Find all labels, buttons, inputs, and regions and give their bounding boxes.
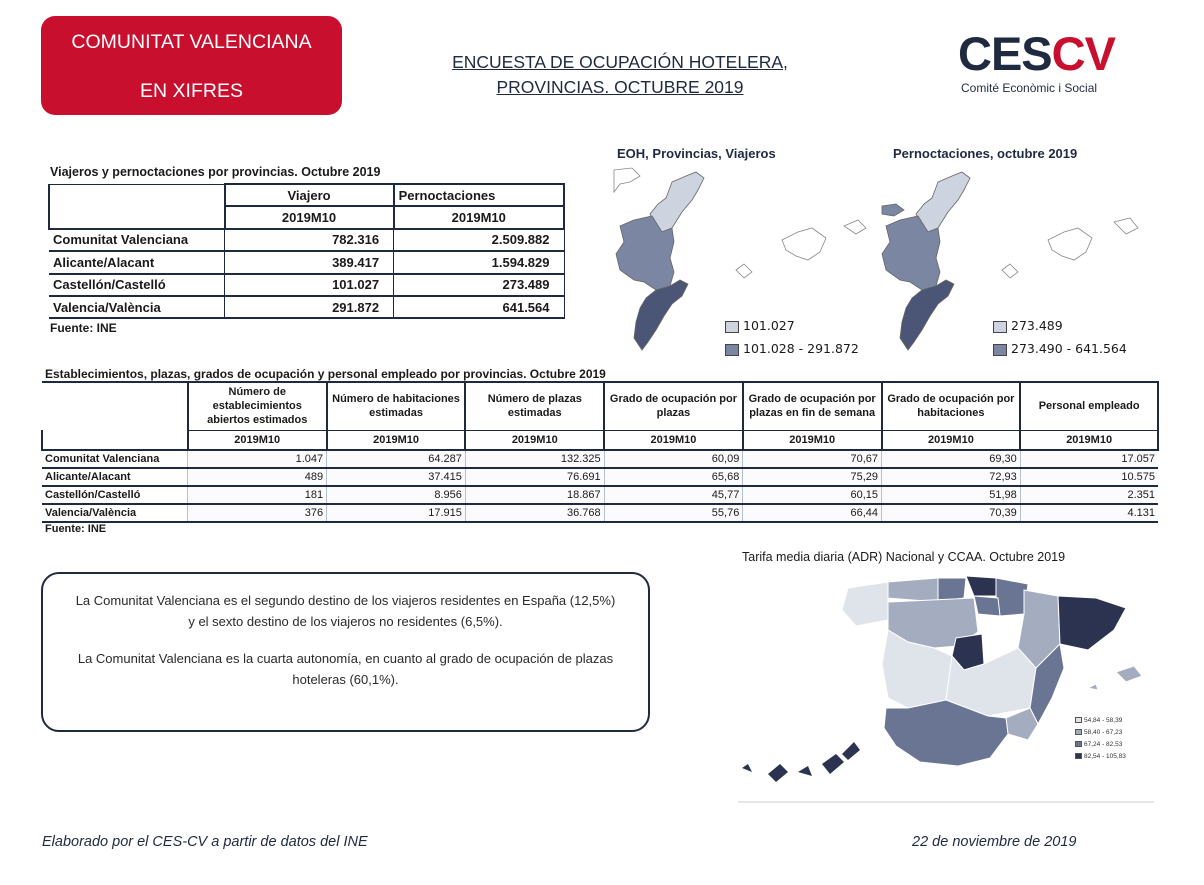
table-row: Castellón/Castelló 181 8.956 18.867 45,77 60,15 51,98 2.351 [42,486,1158,504]
footer-credit: Elaborado por el CES-CV a partir de datos del INE [42,834,368,850]
title-line-2: PROVINCIAS. OCTUBRE 2019 [496,77,744,97]
period-viajero: 2019M10 [225,206,394,228]
header-personal: Personal empleado [1020,382,1158,430]
logo-ces: CES [958,27,1052,80]
table-row: Castellón/Castelló 101.027 273.489 [49,274,564,296]
title-line-1: ENCUESTA DE OCUPACIÓN HOTELERA, [452,52,788,72]
legend-viajeros-1: 101.027 [725,318,795,333]
document-title [420,50,820,100]
adr-legend-3: 67,24 - 82,53 [1075,741,1122,748]
navarra-region [996,578,1028,616]
header-plazas: Número de plazas estimadas [465,382,604,430]
highlight-text-1: La Comunitat Valenciana es el segundo destino de los viajeros residentes en España (12,5%) y el sexto destino de los viajeros no residentes (6,5%). [75,593,616,629]
swatch-icon [993,344,1007,356]
adr-legend-4: 82,54 - 105,83 [1075,753,1126,760]
header-pernoctaciones: Pernoctaciones [394,184,564,206]
table-row: Comunitat Valenciana 782.316 2.509.882 [49,229,564,251]
map-viajeros-title: EOH, Provincias, Viajeros [617,146,776,161]
table-row: Valencia/València 291.872 641.564 [49,296,564,318]
legend-pernoctaciones-1: 273.489 [993,318,1063,333]
adr-legend-1: 54,84 - 58,39 [1075,717,1122,724]
viajeros-table [48,183,565,319]
table-row: Alicante/Alacant 389.417 1.594.829 [49,251,564,273]
legend-pernoctaciones-2: 273.490 - 641.564 [993,341,1127,356]
cescv-logo [958,24,1138,98]
swatch-icon [1075,729,1082,735]
badge-line-1: COMUNITAT VALENCIANA [71,31,312,53]
table-row: Valencia/València 376 17.915 36.768 55,76 66,44 70,39 4.131 [42,504,1158,522]
swatch-icon [1075,717,1082,723]
logo-subtitle: Comité Econòmic i Social [961,81,1098,95]
swatch-icon [725,321,739,333]
header-viajero: Viajero [225,184,394,206]
adr-legend-2: 58,40 - 67,23 [1075,729,1122,736]
header-habitaciones: Número de habitaciones estimadas [327,382,466,430]
badge-line-2: EN XIFRES [140,80,243,102]
establecimientos-table: Número de establecimientos abiertos estimados Número de habitaciones estimadas Número de plazas estimadas Grado de ocupación por plazas Grado de ocupación por plazas en fin de semana Grado de ocupación por habitaciones Personal empleado 2019M10 2019M10 2019M10 2019M10 2019M10 2019M10 2019M10 Comunitat Valenciana 1.047 64.287 132.325 60,09 70,67 69,30 17.057 Alicante/Alacant 489 37.415 76.691 65,68 75,29 72,93 10.575 Castellón/Castelló 181 8.956 18.867 45,77 60,15 51,98 2.351 Valencia/València 376 17.915 36.768 55,76 66,44 70,39 4.131 [41,381,1159,523]
adr-spain-map [738,568,1156,804]
table-row: Alicante/Alacant 489 37.415 76.691 65,68 75,29 72,93 10.575 [42,468,1158,486]
asturias-region [888,578,938,602]
legend-viajeros-2: 101.028 - 291.872 [725,341,859,356]
header-ocupacion-plazas: Grado de ocupación por plazas [604,382,743,430]
highlights-box [41,572,650,732]
table1-title: Viajeros y pernoctaciones por provincias. Octubre 2019 [50,165,381,179]
header-ocupacion-habitaciones: Grado de ocupación por habitaciones [882,382,1021,430]
swatch-icon [1075,753,1082,759]
swatch-icon [725,344,739,356]
highlight-text-2: La Comunitat Valenciana es la cuarta autonomía, en cuanto al grado de ocupación de plazas hoteleras (60,1%). [77,651,614,687]
header-ocupacion-fin-semana: Grado de ocupación por plazas en fin de semana [743,382,882,430]
swatch-icon [1075,741,1082,747]
header-establecimientos: Número de establecimientos abiertos estimados [188,382,327,430]
logo-cv: CV [1051,27,1115,80]
table2-title: Establecimientos, plazas, grados de ocupación y personal empleado por provincias. Octubre 2019 [45,367,606,381]
adr-map-title: Tarifa media diaria (ADR) Nacional y CCAA. Octubre 2019 [742,550,1066,564]
table-row: Comunitat Valenciana 1.047 64.287 132.325 60,09 70,67 69,30 17.057 [42,450,1158,468]
footer-date: 22 de noviembre de 2019 [912,834,1077,850]
map-pernoctaciones-title: Pernoctaciones, octubre 2019 [893,146,1078,161]
period-pernoctaciones: 2019M10 [394,206,564,228]
table1-source: Fuente: INE [50,321,117,335]
swatch-icon [993,321,1007,333]
header-badge [41,16,342,115]
la-rioja-region [974,596,1000,616]
table2-source: Fuente: INE [45,523,107,535]
